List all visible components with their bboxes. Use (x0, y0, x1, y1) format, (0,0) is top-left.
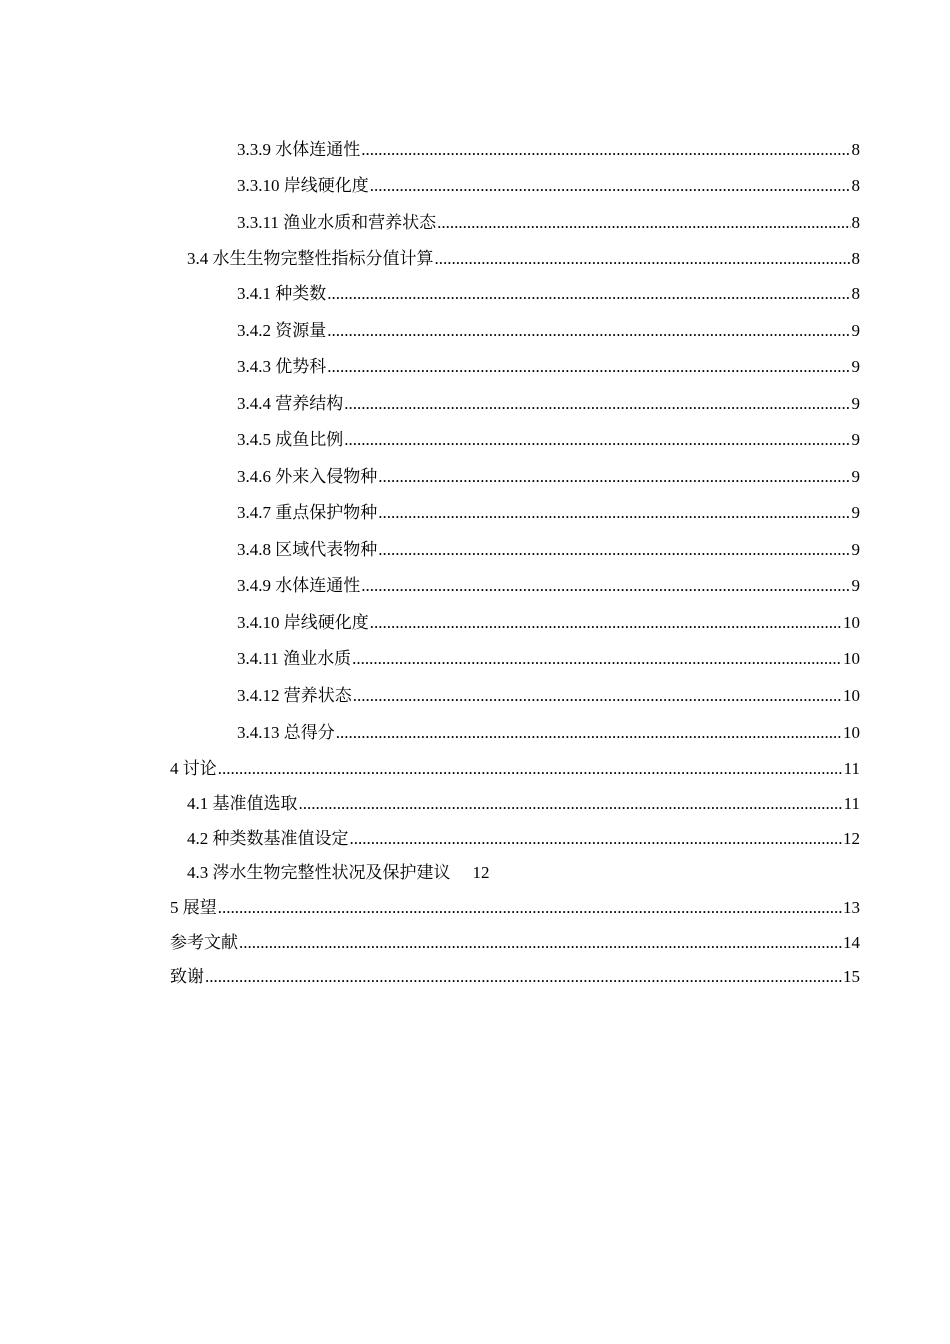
toc-entry-3-4-10[interactable] (237, 610, 860, 636)
toc-entry-3-4-7[interactable] (237, 500, 860, 526)
toc-entry-4-2[interactable] (187, 826, 860, 852)
toc-entry-3-4-11[interactable] (237, 646, 860, 672)
toc-entry-title: 4.1 基准值选取 (187, 794, 298, 813)
toc-page-number: 8 (851, 176, 860, 195)
toc-page-number: 10 (843, 686, 860, 705)
toc-dot-leader (336, 720, 842, 746)
toc-entry-3-4-5[interactable] (237, 427, 860, 453)
toc-dot-leader (370, 610, 842, 636)
toc-page-number: 11 (843, 794, 860, 813)
toc-entry-4[interactable] (170, 756, 860, 782)
toc-entry-title: 5 展望 (170, 898, 217, 917)
toc-entry-title: 3.4.6 外来入侵物种 (237, 467, 378, 486)
toc-dot-leader (350, 826, 843, 852)
toc-page-number: 10 (843, 649, 860, 668)
toc-entry-title: 3.3.10 岸线硬化度 (237, 176, 369, 195)
toc-page-number: 9 (851, 467, 860, 486)
toc-page-number: 10 (843, 613, 860, 632)
toc-entry-5[interactable] (170, 895, 860, 921)
toc-page-number: 9 (851, 394, 860, 413)
toc-entry-title: 3.4.13 总得分 (237, 723, 335, 742)
toc-dot-leader (205, 964, 842, 990)
toc-entry-title: 4.3 涔水生物完整性状况及保护建议 (187, 863, 451, 882)
toc-page-number: 13 (843, 898, 860, 917)
toc-entry-4-3[interactable] (187, 860, 860, 886)
toc-page-number: 11 (843, 759, 860, 778)
toc-entry-3-4-8[interactable] (237, 537, 860, 563)
toc-entry-title: 4 讨论 (170, 759, 217, 778)
toc-entry-title: 3.4.2 资源量 (237, 321, 327, 340)
toc-dot-leader (344, 427, 850, 453)
toc-entry-3-4[interactable] (187, 246, 860, 272)
toc-dot-leader (344, 391, 850, 417)
toc-entry-title: 3.4.10 岸线硬化度 (237, 613, 369, 632)
toc-entry-title: 3.4.8 区域代表物种 (237, 540, 378, 559)
toc-entry-title: 3.3.9 水体连通性 (237, 140, 361, 159)
toc-entry-3-4-4[interactable] (237, 391, 860, 417)
toc-entry-3-3-10[interactable] (237, 173, 860, 199)
toc-entry-3-4-6[interactable] (237, 464, 860, 490)
toc-entry-3-4-13[interactable] (237, 720, 860, 746)
toc-entry-title: 3.4.7 重点保护物种 (237, 503, 378, 522)
toc-entry-title: 3.3.11 渔业水质和营养状态 (237, 213, 437, 232)
toc-entry-references[interactable] (170, 930, 860, 956)
toc-entry-title: 3.4.5 成鱼比例 (237, 430, 344, 449)
toc-page-number: 8 (851, 284, 860, 303)
toc-dot-leader (378, 537, 850, 563)
toc-page-number: 12 (472, 863, 490, 882)
toc-entry-title: 3.4.9 水体连通性 (237, 576, 361, 595)
toc-dot-leader (370, 173, 851, 199)
toc-dot-leader (437, 210, 850, 236)
toc-page-number: 9 (851, 321, 860, 340)
toc-entry-title: 3.4.12 营养状态 (237, 686, 352, 705)
toc-dot-leader (361, 573, 850, 599)
toc-page-number: 9 (851, 430, 860, 449)
toc-entry-title: 参考文献 (170, 933, 238, 952)
toc-page-number: 10 (843, 723, 860, 742)
toc-page-number: 8 (851, 140, 860, 159)
toc-entry-4-1[interactable] (187, 791, 860, 817)
toc-page-number: 14 (843, 933, 860, 952)
toc-entry-title: 3.4.1 种类数 (237, 284, 327, 303)
toc-dot-leader (299, 791, 843, 817)
toc-entry-acknowledgements[interactable] (170, 964, 860, 990)
toc-entry-title: 3.4.11 渔业水质 (237, 649, 352, 668)
toc-page-number: 9 (851, 503, 860, 522)
toc-entry-3-4-9[interactable] (237, 573, 860, 599)
toc-dot-leader (327, 354, 850, 380)
toc-dot-leader (218, 756, 843, 782)
toc-dot-leader (378, 500, 850, 526)
toc-dot-leader (239, 930, 842, 956)
toc-dot-leader (435, 246, 851, 272)
toc-page-number: 9 (851, 576, 860, 595)
toc-entry-3-3-9[interactable] (237, 137, 860, 163)
toc-entry-title: 致谢 (170, 967, 204, 986)
toc-entry-title: 4.2 种类数基准值设定 (187, 829, 349, 848)
toc-page-number: 9 (851, 540, 860, 559)
toc-dot-leader (378, 464, 850, 490)
toc-entry-3-4-2[interactable] (237, 318, 860, 344)
toc-entry-title: 3.4 水生生物完整性指标分值计算 (187, 249, 434, 268)
toc-dot-leader (327, 281, 850, 307)
toc-page-number: 8 (851, 213, 860, 232)
toc-dot-leader (327, 318, 850, 344)
toc-entry-title: 3.4.4 营养结构 (237, 394, 344, 413)
toc-page-number: 12 (843, 829, 860, 848)
toc-dot-leader (353, 683, 842, 709)
toc-entry-title: 3.4.3 优势科 (237, 357, 327, 376)
toc-page-number: 8 (851, 249, 860, 268)
toc-page-number: 15 (843, 967, 860, 986)
toc-page-number: 9 (851, 357, 860, 376)
toc-entry-3-4-1[interactable] (237, 281, 860, 307)
toc-dot-leader (361, 137, 850, 163)
toc-dot-leader (218, 895, 842, 921)
toc-entry-3-4-12[interactable] (237, 683, 860, 709)
toc-entry-3-4-3[interactable] (237, 354, 860, 380)
toc-entry-3-3-11[interactable] (237, 210, 860, 236)
toc-dot-leader (352, 646, 842, 672)
